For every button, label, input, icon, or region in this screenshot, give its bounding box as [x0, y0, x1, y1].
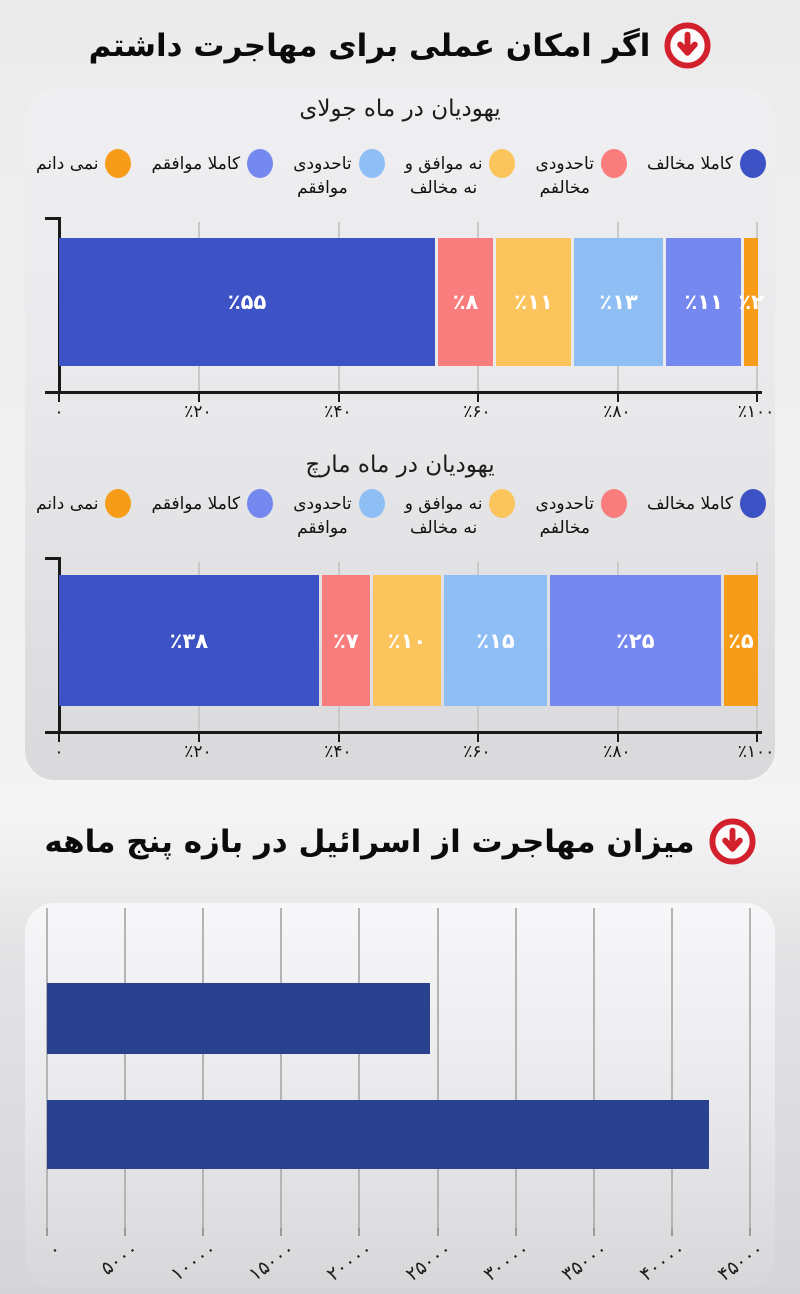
x-tick-label: ۱۰۰۰۰ [166, 1238, 221, 1286]
legend-dot [359, 149, 385, 178]
segment-value-label: ٪۵۵ [227, 290, 267, 314]
legend-dot [601, 149, 627, 178]
section2-header [0, 818, 800, 865]
x-axis-tick [749, 1228, 751, 1236]
x-axis-tick [358, 1228, 360, 1236]
legend-dot [247, 489, 273, 518]
x-axis-tick [198, 733, 200, 742]
gridline [593, 908, 595, 1228]
legend-item-somewhat-disagree: تاحدودی مخالفم [536, 492, 627, 540]
x-axis-line [45, 731, 762, 734]
legend-item-somewhat-disagree: تاحدودی مخالفم [536, 152, 627, 200]
x-axis-tick [617, 733, 619, 742]
legend-label: نه موافق و [404, 154, 483, 174]
x-tick-label: ۴۵۰۰۰ [713, 1238, 768, 1286]
x-tick-label: ٪۶۰ [463, 742, 491, 762]
legend-dot [601, 489, 627, 518]
x-axis-tick [198, 393, 200, 402]
legend-item-somewhat-agree: تاحدودی موافقم [293, 152, 384, 200]
x-axis-tick [477, 393, 479, 402]
section1-title: اگر امکان عملی برای مهاجرت داشتم [88, 27, 651, 64]
x-axis-tick [593, 1228, 595, 1236]
x-axis-tick [338, 393, 340, 402]
gridline [202, 908, 204, 1228]
segment-value-label: ٪۱۳ [599, 290, 638, 314]
legend-item-somewhat-agree: تاحدودی موافقم [293, 492, 384, 540]
x-axis-tick [437, 1228, 439, 1236]
segment-value-label: ٪۱۱ [684, 290, 723, 314]
legend-item-strongly-disagree [647, 492, 766, 518]
bar-segment-strongly-disagree [59, 575, 319, 706]
migration-bar-1 [47, 983, 430, 1054]
segment-value-label: ٪۱۰ [387, 628, 427, 653]
legend-dot [105, 149, 131, 178]
legend-item-neutral: نه موافق و نه مخالف [405, 152, 516, 200]
legend-label: تاحدودی [293, 494, 352, 514]
legend-dot [489, 149, 515, 178]
x-tick-label: ۲۰۰۰۰ [322, 1238, 377, 1286]
x-tick-label: ۴۰۰۰۰ [635, 1238, 690, 1286]
bar-segment-neutral [496, 238, 571, 366]
legend-label: کاملا مخالف [647, 154, 733, 174]
segment-value-label: ٪۵ [728, 628, 754, 653]
segment-value-label: ٪۱۱ [514, 290, 553, 314]
bar-segment-somewhat-disagree [438, 238, 493, 366]
x-axis-line [45, 391, 762, 394]
gridline [124, 908, 126, 1228]
x-tick-label: ٪۲۰ [184, 402, 212, 422]
x-tick-label: ۲۵۰۰۰ [401, 1238, 456, 1286]
legend-label: کاملا موافقم [151, 494, 241, 514]
x-axis-tick [338, 733, 340, 742]
gridline [358, 908, 360, 1228]
bar-segment-somewhat-agree [444, 575, 547, 706]
chart2-subtitle: یهودیان در ماه مارچ [305, 452, 495, 478]
x-axis-tick [202, 1228, 204, 1236]
gridline [280, 908, 282, 1228]
x-axis-tick [515, 1228, 517, 1236]
x-axis-tick [477, 733, 479, 742]
legend-item-strongly-agree [152, 492, 274, 518]
x-tick-label: ٪۲۰ [184, 742, 212, 762]
legend-label: کاملا موافقم [151, 154, 241, 174]
down-arrow-circle-icon [664, 22, 711, 69]
legend-label: تاحدودی [293, 154, 352, 174]
x-tick-label: ۵۰۰۰ [96, 1238, 143, 1280]
x-tick-label: ۱۵۰۰۰ [244, 1238, 299, 1286]
chart2-stacked-bar [59, 575, 758, 706]
legend-label: تاحدودی [535, 154, 594, 174]
x-axis-tick [671, 1228, 673, 1236]
x-axis-tick [756, 733, 758, 742]
legend-dot [359, 489, 385, 518]
x-tick-label: ۰ [54, 402, 64, 422]
bar-segment-neutral [373, 575, 441, 706]
x-tick-label: ٪۸۰ [603, 402, 631, 422]
legend-dot [105, 489, 131, 518]
gridline [515, 908, 517, 1228]
x-axis-tick [756, 393, 758, 402]
gridline [749, 908, 751, 1228]
x-axis-tick [280, 1228, 282, 1236]
down-arrow-circle-icon [709, 818, 756, 865]
x-tick-label: ٪۴۰ [324, 402, 352, 422]
segment-value-label: ٪۱۵ [476, 628, 515, 653]
chart1-stacked-bar [59, 238, 764, 366]
x-tick-label: ٪۶۰ [463, 402, 491, 422]
migration-chart-plot [47, 908, 750, 1228]
legend-dot [740, 149, 766, 178]
migration-bar-2 [47, 1100, 709, 1169]
bar-segment-dont-know [724, 575, 758, 706]
gridline [671, 908, 673, 1228]
legend-item-dont-know [36, 152, 131, 178]
section1-header [0, 22, 800, 69]
legend-label: نه موافق و [404, 494, 483, 514]
legend-label: تاحدودی [535, 494, 594, 514]
x-tick-label: ٪۴۰ [324, 742, 352, 762]
bar-segment-somewhat-disagree [322, 575, 370, 706]
bar-segment-dont-know [738, 238, 764, 366]
legend-dot [740, 489, 766, 518]
bar-segment-somewhat-agree [574, 238, 663, 366]
bar-segment-strongly-agree [666, 238, 741, 366]
bar-segment-strongly-agree [550, 575, 721, 706]
segment-value-label: ٪۳۸ [169, 628, 209, 653]
x-tick-label: ۳۵۰۰۰ [557, 1238, 612, 1286]
x-tick-label: ۰ [54, 742, 64, 762]
legend-dot [247, 149, 273, 178]
chart2-legend [36, 492, 766, 540]
x-tick-label: ۳۰۰۰۰ [479, 1238, 534, 1286]
x-tick-label: ٪۸۰ [603, 742, 631, 762]
segment-value-label: ٪۲ [738, 290, 764, 314]
chart1-subtitle: یهودیان در ماه جولای [299, 96, 501, 122]
legend-label: کاملا مخالف [647, 494, 733, 514]
x-axis-tick [124, 1228, 126, 1236]
x-axis-tick [617, 393, 619, 402]
segment-value-label: ٪۸ [452, 290, 479, 314]
gridline [437, 908, 439, 1228]
legend-dot [489, 489, 515, 518]
segment-value-label: ٪۷ [333, 628, 359, 653]
legend-item-dont-know [36, 492, 131, 518]
bar-segment-strongly-disagree [59, 238, 435, 366]
segment-value-label: ٪۲۵ [616, 628, 655, 653]
legend-label: نمی دانم [36, 494, 99, 514]
legend-item-strongly-disagree [647, 152, 766, 178]
x-tick-label: ٪۱۰۰ [737, 742, 775, 762]
legend-label: نمی دانم [36, 154, 99, 174]
x-axis-tick [46, 1228, 48, 1236]
x-tick-label: ۰ [43, 1238, 65, 1262]
gridline [46, 908, 48, 1228]
legend-item-strongly-agree [152, 152, 274, 178]
chart1-legend [36, 152, 766, 200]
x-tick-label: ٪۱۰۰ [737, 402, 775, 422]
x-axis-tick [58, 733, 60, 742]
legend-item-neutral: نه موافق و نه مخالف [405, 492, 516, 540]
section2-title: میزان مهاجرت از اسرائیل در بازه پنج ماهه [44, 823, 695, 860]
x-axis-tick [58, 393, 60, 402]
